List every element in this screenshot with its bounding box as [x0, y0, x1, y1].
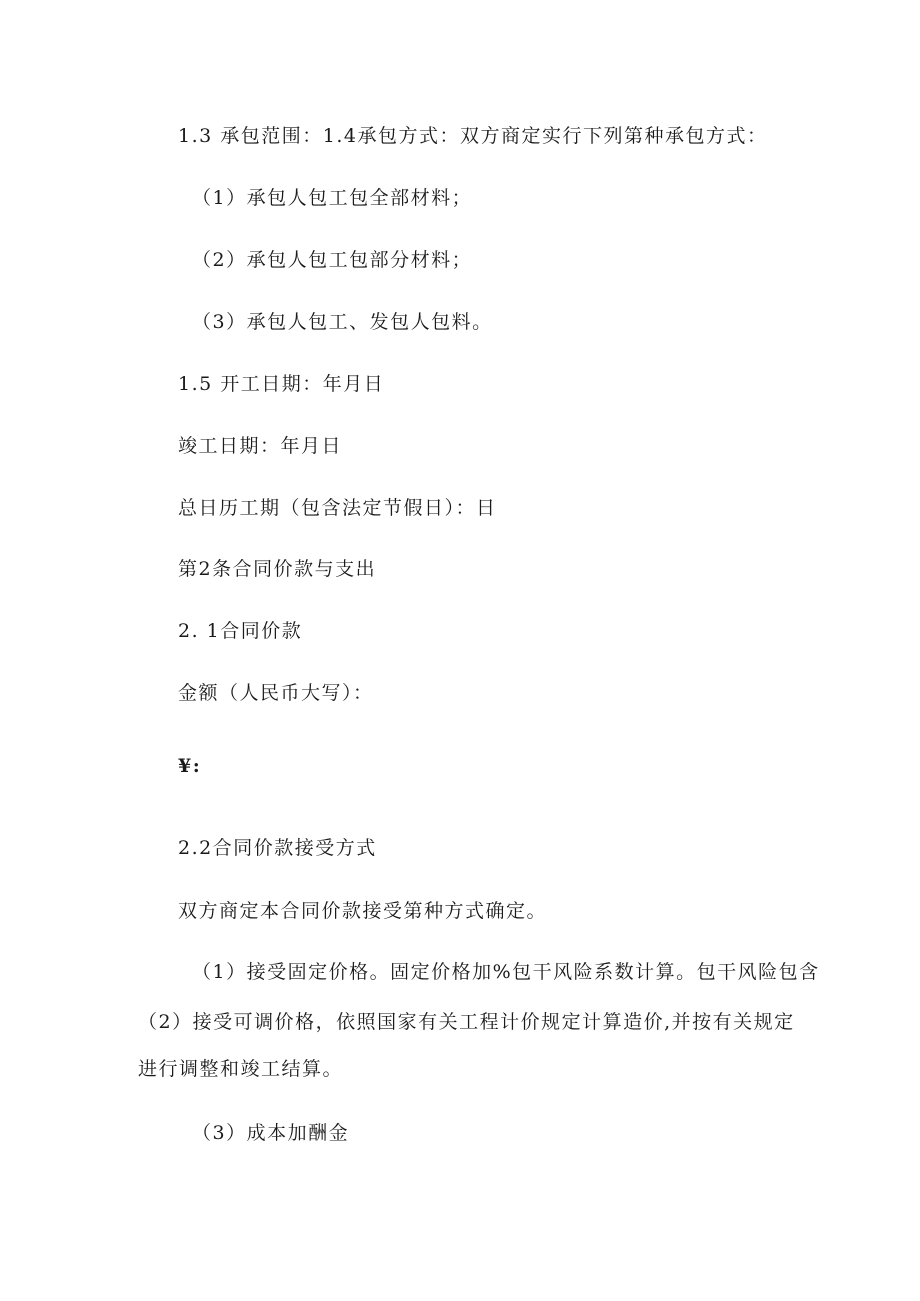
method-option-2: （2）承包人包工包部分材料； [192, 249, 473, 271]
article-2-heading: 第2条合同价款与支出 [178, 558, 377, 580]
clause-2-2-heading: 2.2合同价款接受方式 [178, 837, 377, 859]
clause-1-5-start-date: 1.5 开工日期：年月日 [178, 373, 385, 395]
method-option-1: （1）承包人包工包全部材料； [192, 187, 473, 209]
price-option-2: （2）接受可调价格，依照国家有关工程计价规定计算造价,并按有关规定 [138, 1011, 795, 1033]
total-duration: 总日历工期（包含法定节假日）：日 [178, 497, 497, 519]
amount-in-words: 金额（人民币大写）： [178, 682, 374, 704]
clause-2-1-heading: 2. 1合同价款 [178, 620, 303, 642]
price-method-intro: 双方商定本合同价款接受第种方式确定。 [178, 900, 548, 922]
price-option-3: （3）成本加酬金 [192, 1122, 350, 1144]
amount-yen: ¥: [178, 755, 202, 777]
clause-1-3-scope-and-method: 1.3 承包范围：1.4承包方式：双方商定实行下列第种承包方式： [178, 125, 768, 147]
completion-date: 竣工日期：年月日 [178, 435, 343, 457]
price-option-1: （1）接受固定价格。固定价格加%包干风险系数计算。包干风险包含 [192, 961, 820, 983]
price-option-2-continued: 进行调整和竣工结算。 [138, 1058, 344, 1080]
method-option-3: （3）承包人包工、发包人包料。 [192, 311, 493, 333]
